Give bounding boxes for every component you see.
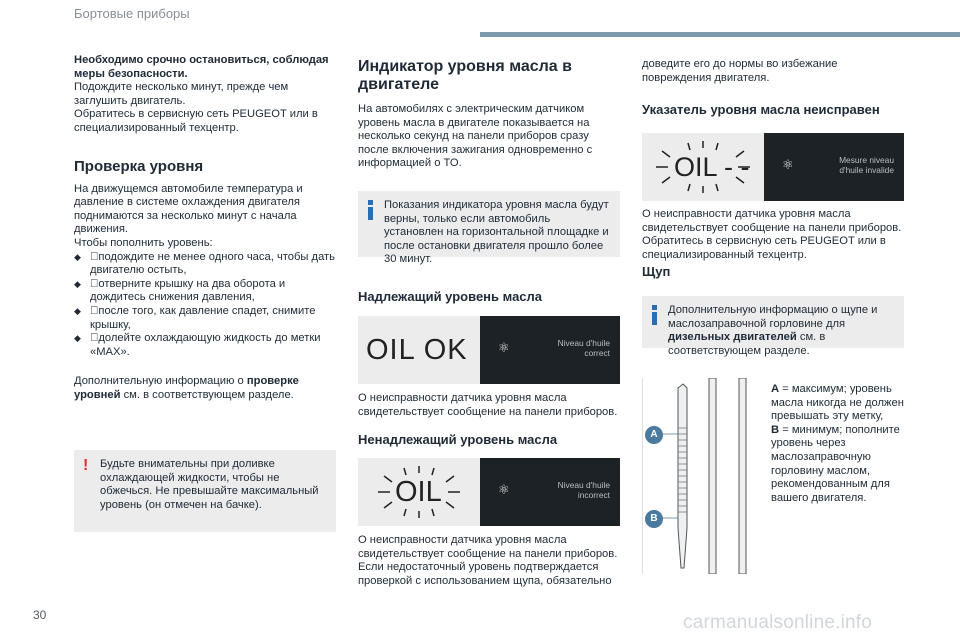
intro-line: Подождите несколько минут, прежде чем заглушить двигатель. — [74, 81, 289, 107]
left-column — [74, 54, 336, 402]
check-lead: Чтобы пополнить уровень: — [74, 236, 213, 249]
oil-indicator-heading: Индикатор уровня масла в двигателе — [358, 58, 572, 93]
marker-a-badge: A — [645, 426, 663, 444]
dipstick-icon — [643, 378, 768, 574]
list-item: ◆ отверните крышку на два оборота и дождитесь снижения давления, — [74, 277, 286, 304]
info-icon — [368, 200, 373, 220]
faulty-caption: О неисправности датчика уровня масла свидетельствует сообщение на панели приборов. Обратитесь в сервисную сеть PEUGEOT или в специализированный техцентр. — [642, 208, 902, 261]
list-item: ◆ после того, как давление спадет, снимите крышку, — [74, 304, 316, 331]
header-accent-bar — [480, 32, 960, 37]
oil-invalid-icon: OIL - - — [642, 133, 764, 201]
check-level-heading: Проверка уровня — [74, 157, 204, 175]
dipstick-legend: A = максимум; уровень масла никогда не должен превышать эту метку, B = минимум; пополните уровень через маслозаправочную горловину маслом, рекомендованным для вашего двигателя. — [771, 383, 904, 504]
sensor-faulty-heading: Указатель уровня масла неисправен — [642, 102, 880, 117]
list-item: ◆ долейте охлаждающую жидкость до метки «MAX». — [74, 332, 321, 358]
check-paragraph: На движущемся автомобиле температура и давление в системе охлаждения двигателя поднимаются за несколько минут с начала движения. — [74, 182, 303, 236]
oil-warning-icon: OIL — [358, 458, 480, 526]
marker-b-badge: B — [645, 510, 663, 528]
incorrect-level-heading: Ненадлежащий уровень масла — [358, 432, 558, 447]
oil-ok-display: OIL OK ⚛ Niveau d'huile correct — [358, 316, 620, 384]
continued-text: доведите его до нормы во избежание повреждения двигателя. — [642, 58, 838, 84]
correct-caption: О неисправности датчика уровня масла свидетельствует сообщение на панели приборов. — [358, 392, 618, 418]
correct-level-heading: Надлежащий уровень масла — [358, 289, 543, 304]
more-info-text: Дополнительную информацию о проверке уровней см. в соответствующем разделе. — [74, 375, 299, 401]
page-number: 30 — [33, 608, 47, 622]
list-item: ◆ подождите не менее одного часа, чтобы дать двигателю остыть, — [74, 250, 336, 277]
oil-incorrect-display: OIL ⚛ Niveau d'huile incorrect — [358, 458, 620, 526]
section-title: Бортовые приборы — [74, 6, 190, 21]
oil-can-icon: ⚛ — [498, 340, 510, 355]
intro-line: Обратитесь в сервисную сеть PEUGEOT или в специализированный техцентр. — [74, 108, 318, 134]
bullet-icon: ◆ — [74, 305, 81, 316]
oil-indicator-paragraph: На автомобилях с электрическим датчиком уровень масла в двигателе показывается на несколько секунд на панели приборов сразу после включения зажигания одновременно с информацией о ТО. — [358, 103, 593, 170]
dipstick-info-note: Дополнительную информацию о щупе и маслозаправочной горловине для дизельных двигателей см. в соответствующем разделе. — [642, 296, 904, 348]
warning-note: ! Будьте внимательны при доливке охлаждающей жидкости, чтобы не обжечься. Не превышайте максимальный уровень (он отмечен на бачке). — [74, 450, 336, 532]
oil-can-icon: ⚛ — [782, 157, 794, 172]
incorrect-caption: О неисправности датчика уровня масла свидетельствует сообщение на панели приборов. Если недостаточный уровень подтверждается проверкой с использованием щупа, обязательно — [358, 534, 618, 587]
bullet-icon: ◆ — [74, 333, 81, 344]
dipstick-heading: Щуп — [642, 264, 671, 279]
info-icon — [652, 305, 657, 325]
warning-icon: ! — [83, 457, 89, 474]
oil-ok-icon: OIL OK — [358, 316, 480, 384]
middle-column — [358, 58, 620, 171]
urgent-stop-text: Необходимо срочно остановиться, соблюдая меры безопасности. — [74, 54, 329, 80]
oil-can-icon: ⚛ — [498, 482, 510, 497]
oil-sensor-faulty-display: OIL - - ⚛ Mesure niveau d'huile invalide — [642, 133, 904, 201]
watermark: carmanualsonline.info — [683, 612, 873, 633]
bullet-icon: ◆ — [74, 251, 81, 262]
bullet-icon: ◆ — [74, 278, 81, 289]
info-note: Показания индикатора уровня масла будут верны, только если автомобиль установлен на горизонтальной площадке и после остановки двигателя прошло более 30 минут. — [358, 191, 620, 257]
